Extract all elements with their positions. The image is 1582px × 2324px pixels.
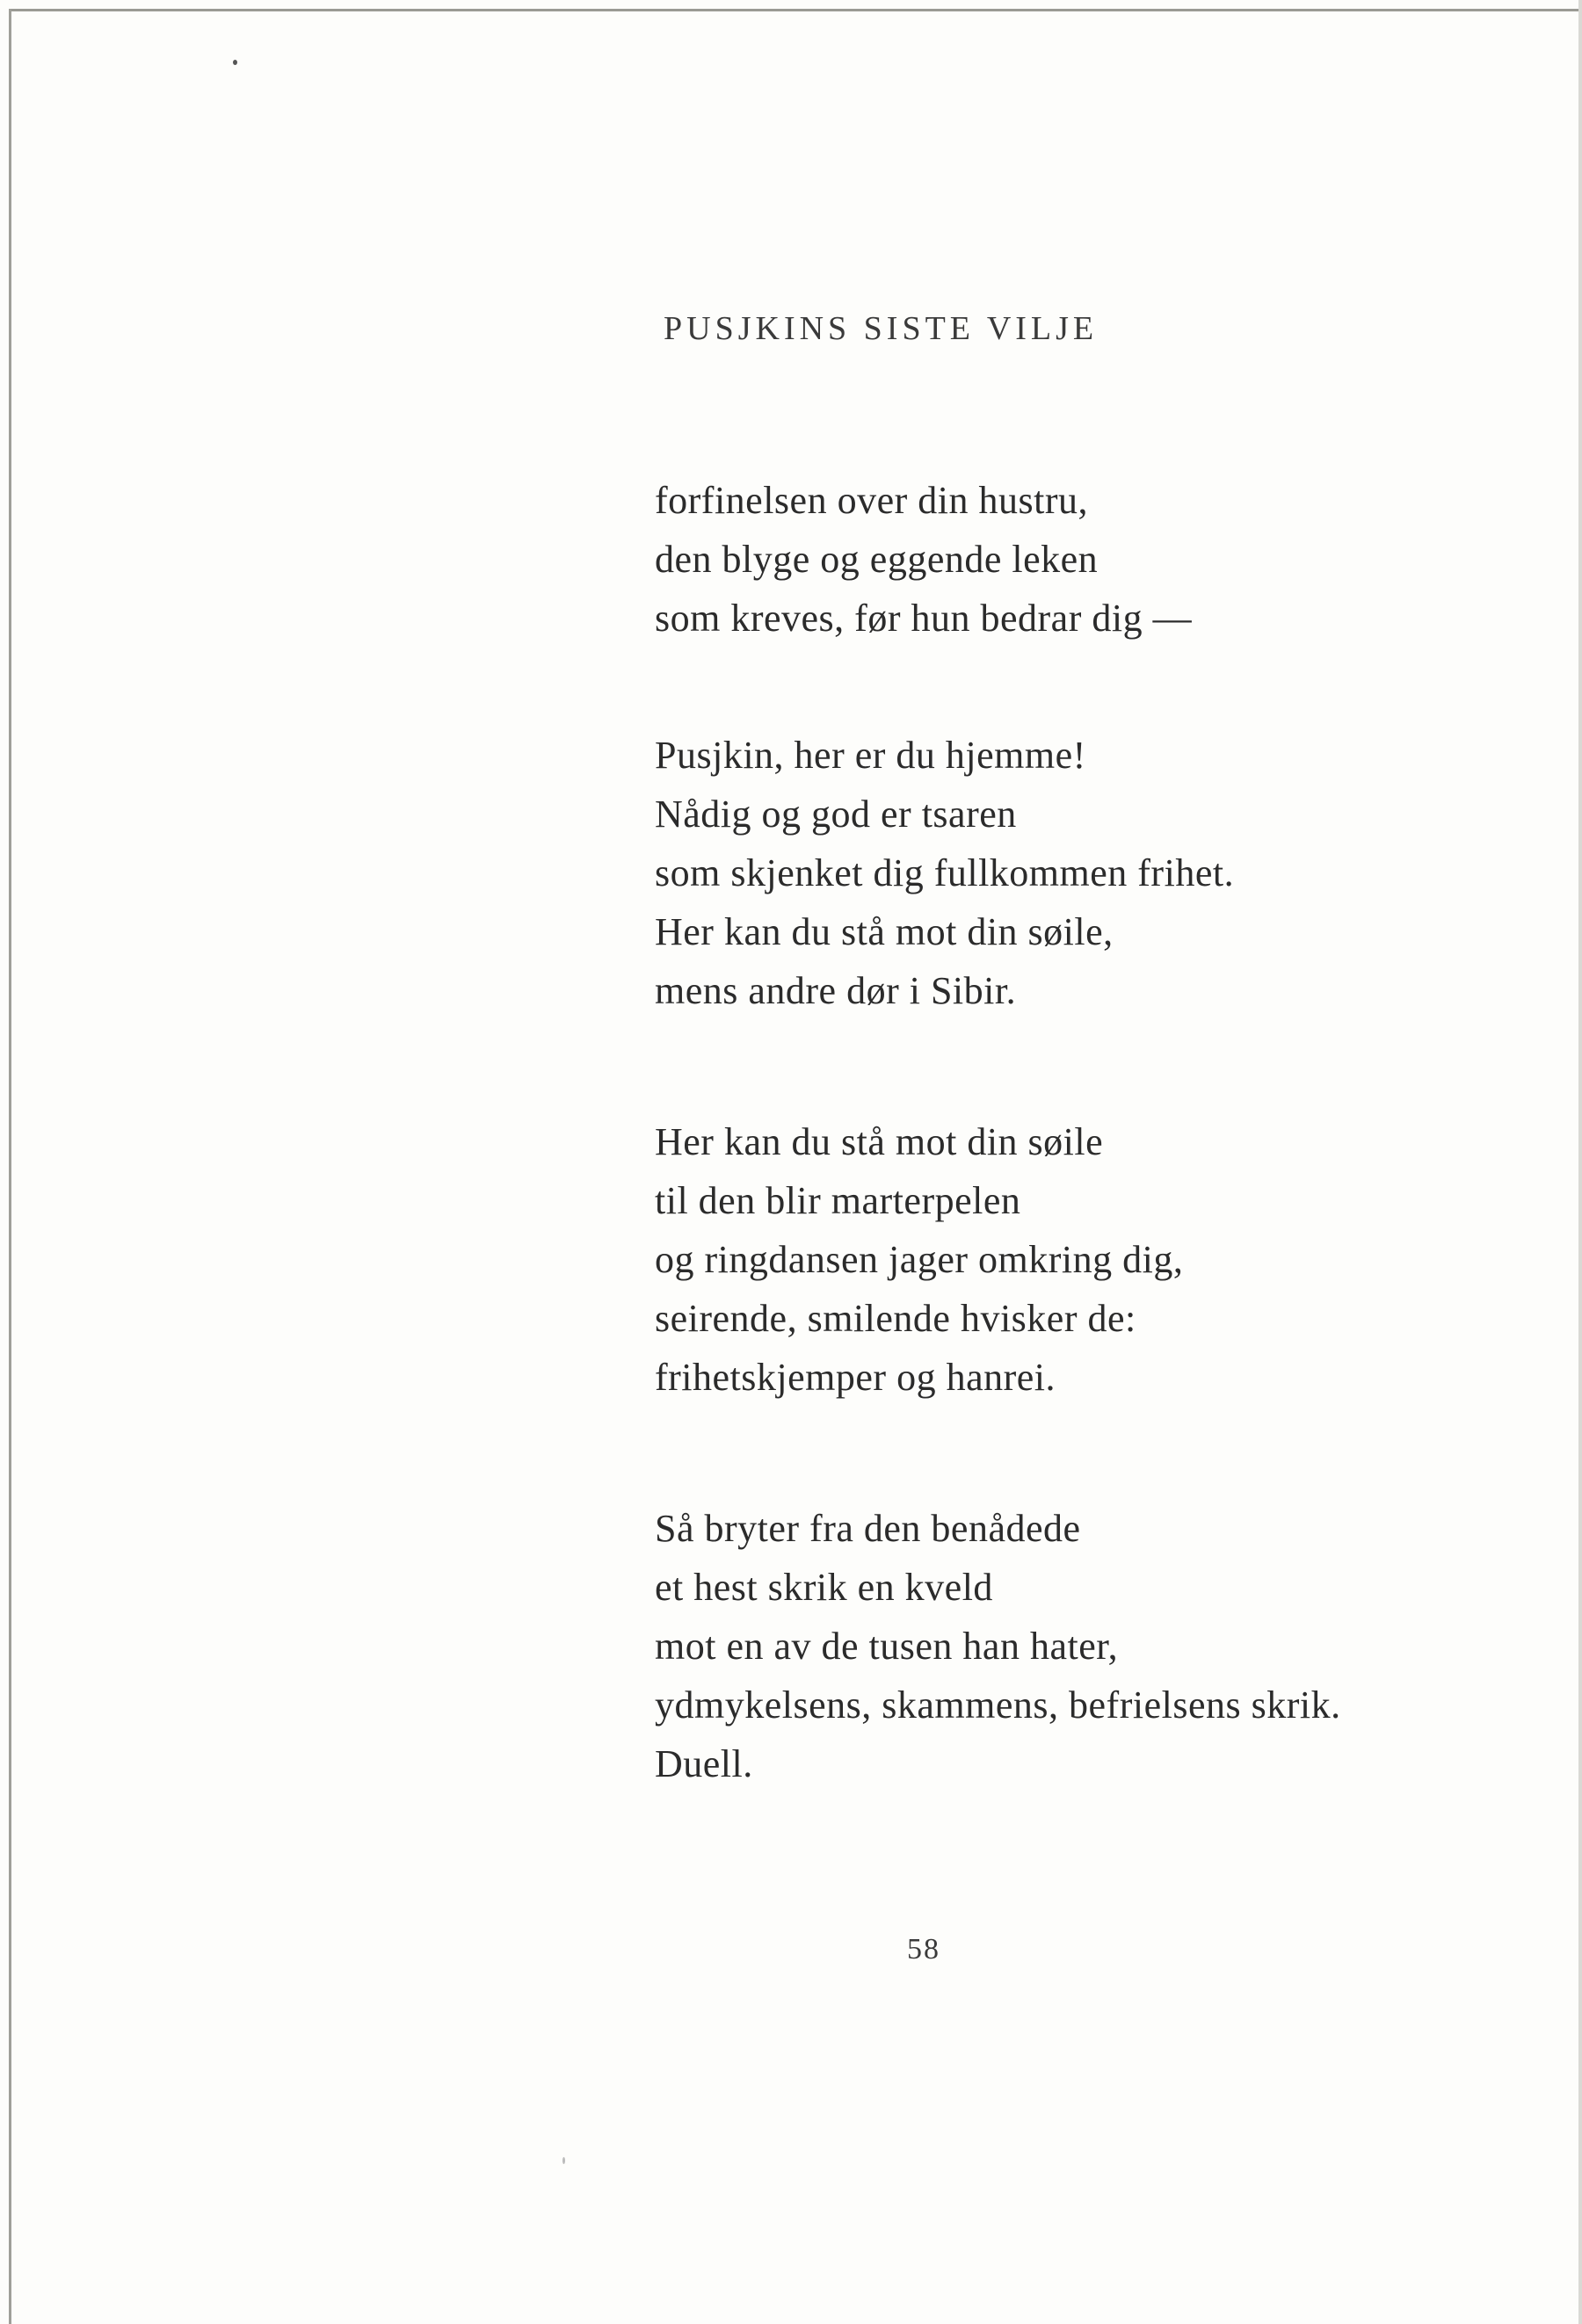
scan-speck: [233, 60, 237, 65]
scan-edge-right: [1578, 0, 1582, 2324]
stanza-3: [655, 1112, 1183, 1407]
poem-line: forfinelsen over din hustru,: [655, 479, 1088, 522]
poem-line: som skjenket dig fullkommen frihet.: [655, 851, 1235, 894]
page-number: 58: [907, 1933, 940, 1966]
poem-line: som kreves, før hun bedrar dig —: [655, 597, 1193, 640]
stanza-2: [655, 726, 1234, 1020]
scan-speck: [562, 2157, 565, 2164]
poem-line: et hest skrik en kveld: [655, 1566, 993, 1609]
poem-line: Duell.: [655, 1742, 753, 1785]
poem-line: til den blir marterpelen: [655, 1179, 1021, 1222]
poem-line: Pusjkin, her er du hjemme!: [655, 734, 1086, 777]
poem-line: og ringdansen jager omkring dig,: [655, 1238, 1184, 1281]
poem-line: den blyge og eggende leken: [655, 538, 1099, 581]
poem-title: PUSJKINS SISTE VILJE: [664, 310, 1099, 347]
poem-line: Her kan du stå mot din søile: [655, 1120, 1104, 1163]
poem-line: mot en av de tusen han hater,: [655, 1625, 1119, 1668]
scan-edge-left: [9, 9, 11, 2324]
poem-line: frihetskjemper og hanrei.: [655, 1356, 1056, 1399]
scan-edge-top: [11, 9, 1582, 11]
poem-line: ydmykelsens, skammens, befrielsens skrik.: [655, 1683, 1341, 1727]
stanza-4: [655, 1499, 1341, 1793]
poem-line: Her kan du stå mot din søile,: [655, 910, 1114, 953]
stanza-1: [655, 471, 1192, 648]
poem-line: mens andre dør i Sibir.: [655, 969, 1017, 1012]
poem-line: seirende, smilende hvisker de:: [655, 1297, 1136, 1340]
poem-line: Så bryter fra den benådede: [655, 1507, 1081, 1550]
poem-line: Nådig og god er tsaren: [655, 793, 1017, 836]
